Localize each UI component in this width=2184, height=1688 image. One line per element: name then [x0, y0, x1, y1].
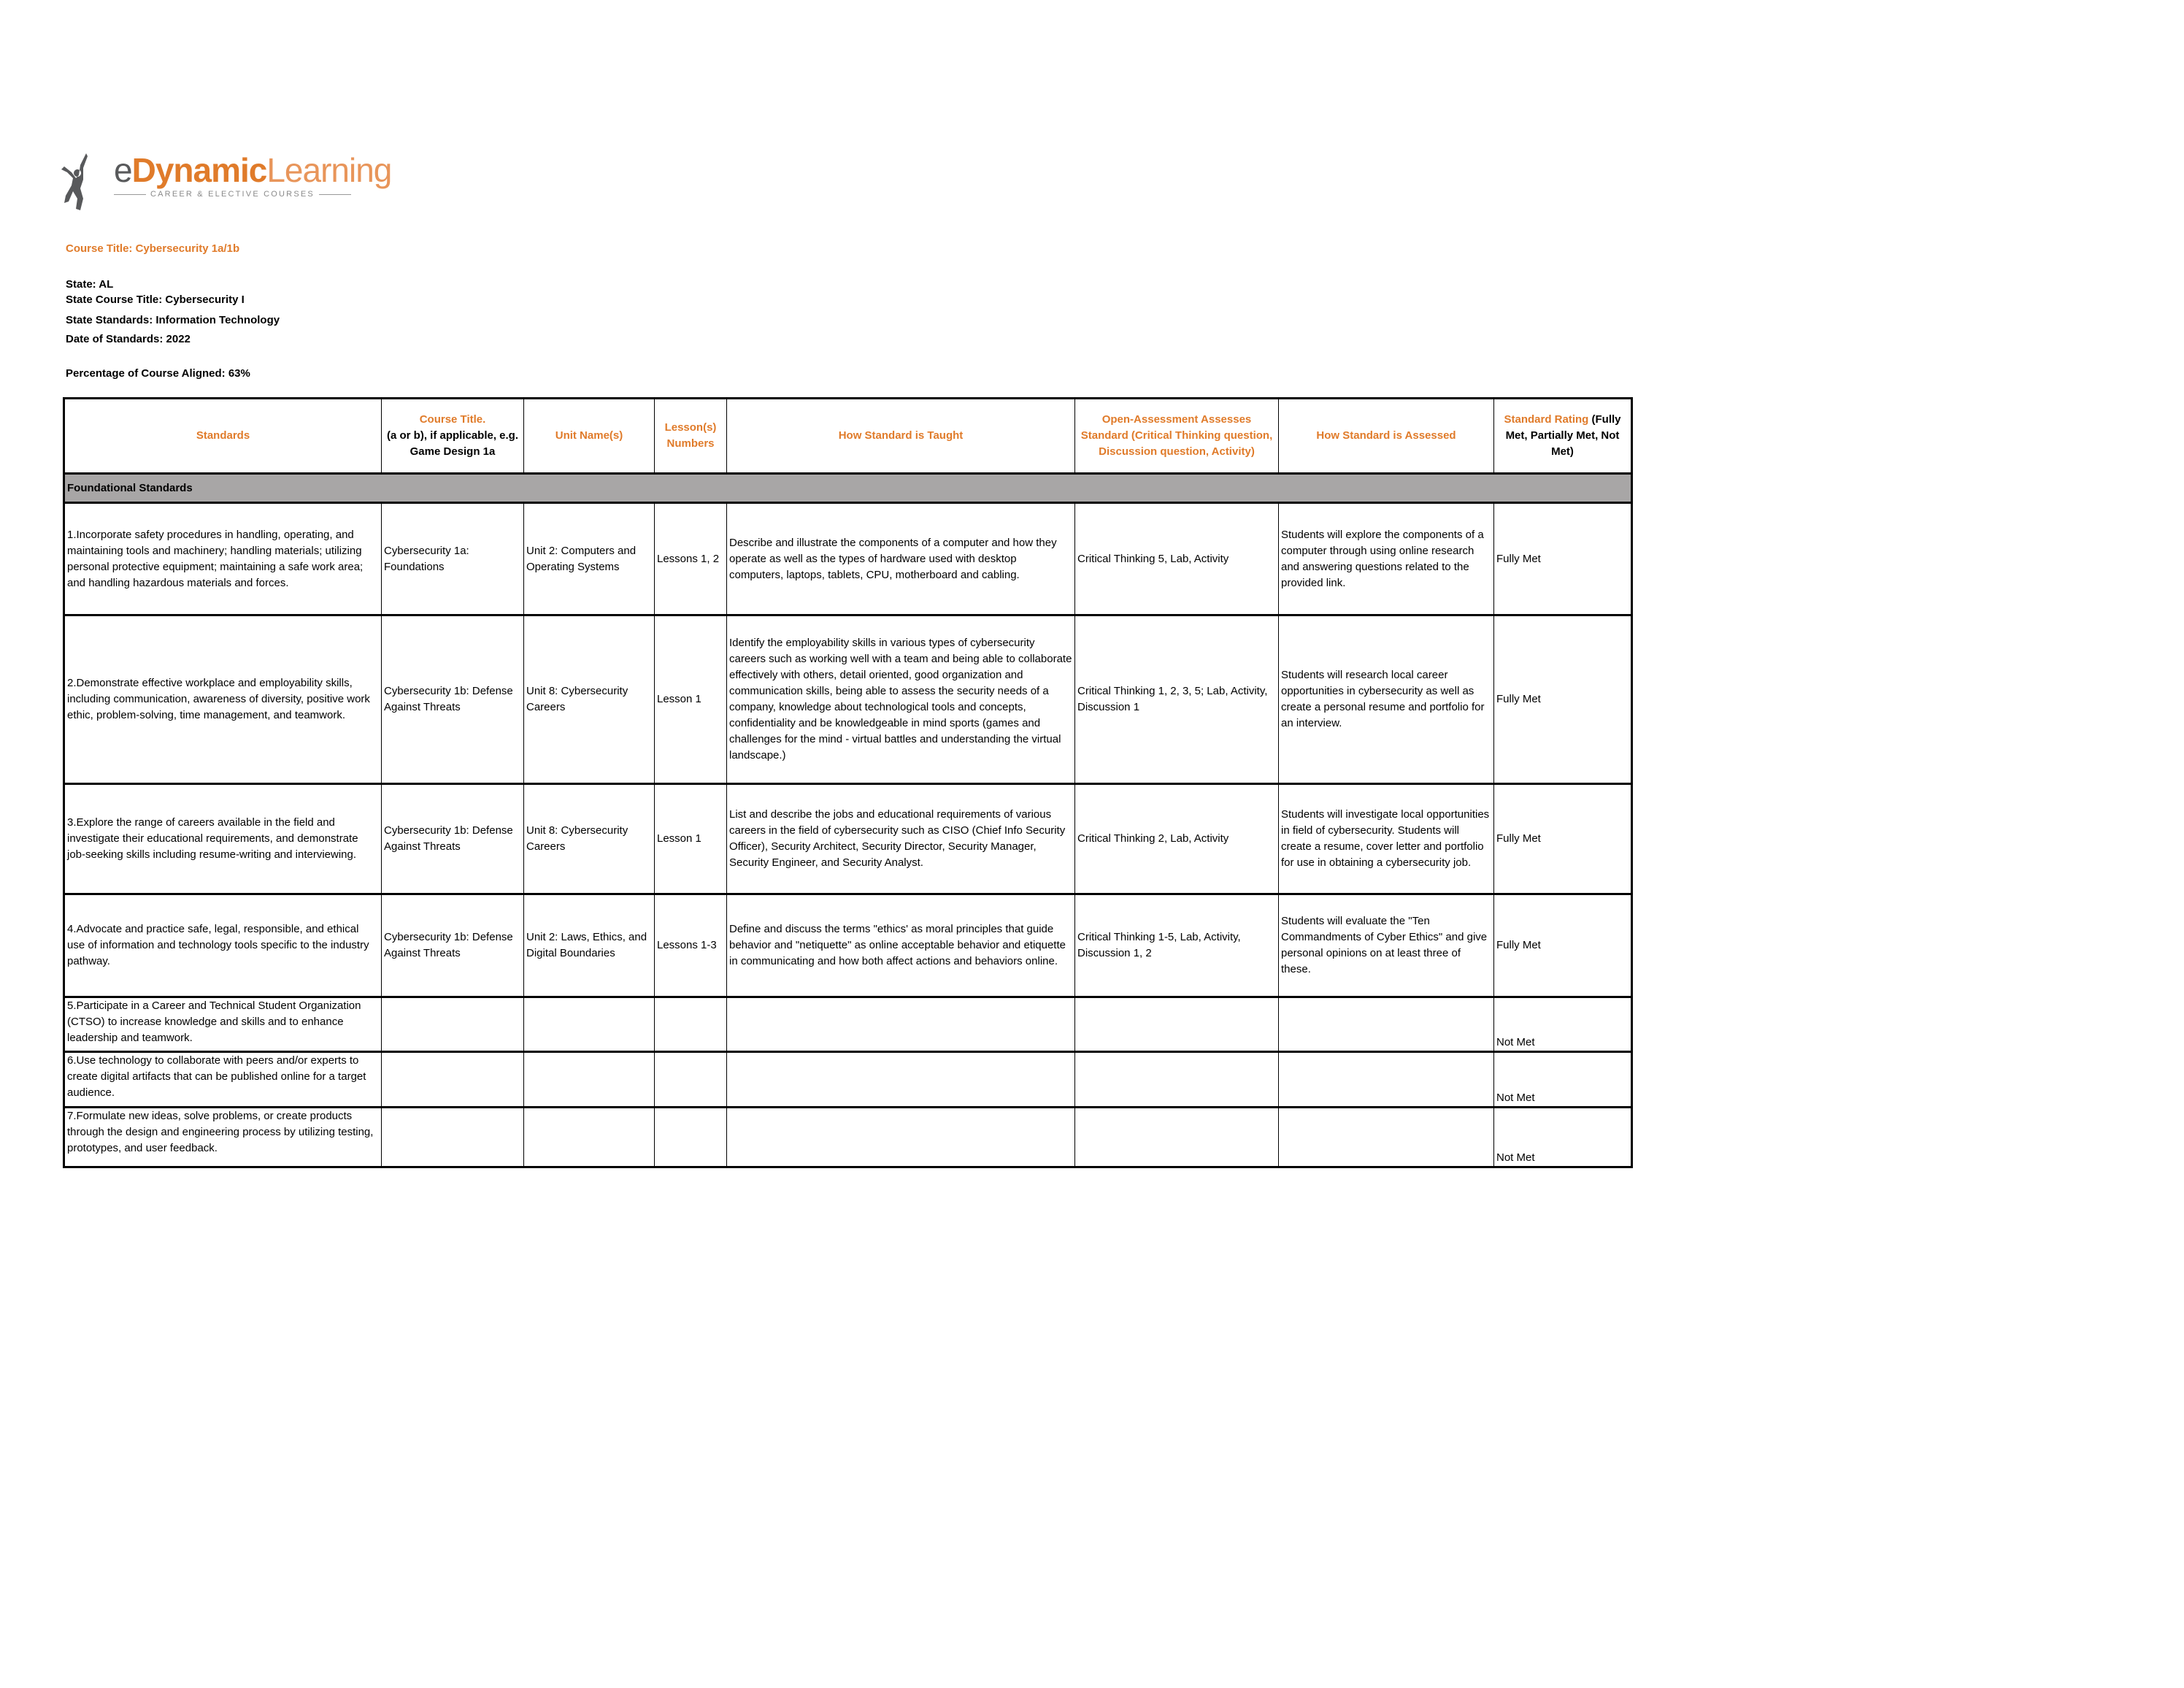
how-taught-cell: Identify the employability skills in various types of cybersecurity careers such as working well with a team and being able to collaborate effectively with others, detail oriented, good organization and communication skills, being able to assess the security needs of a company, knowledge about technological tools and concepts, confidentiality and be knowledgeable in mind sports (games and challenges for the mind - virtual battles and understanding the virtual landscape.): [727, 615, 1075, 784]
header-course-title: Course Title. (a or b), if applicable, e.g. Game Design 1a: [382, 399, 524, 474]
table-row: [64, 615, 1632, 784]
header-lesson-numbers: Lesson(s) Numbers: [655, 399, 727, 474]
open-assessment-cell: Critical Thinking 5, Lab, Activity: [1075, 503, 1279, 615]
standards-alignment-table: [63, 397, 1633, 1168]
jumping-person-icon: [58, 150, 109, 212]
how-taught-cell: [727, 1052, 1075, 1108]
unit-name-cell: Unit 8: Cybersecurity Careers: [524, 615, 655, 784]
unit-name-cell: [524, 1052, 655, 1108]
open-assessment-cell: Critical Thinking 1, 2, 3, 5; Lab, Activity, Discussion 1: [1075, 615, 1279, 784]
open-assessment-cell: Critical Thinking 2, Lab, Activity: [1075, 784, 1279, 894]
state: State: AL: [66, 278, 114, 291]
open-assessment-cell: [1075, 997, 1279, 1052]
unit-name-cell: [524, 1108, 655, 1167]
lesson-numbers-cell: Lesson 1: [655, 784, 727, 894]
table-row: [64, 894, 1632, 997]
how-assessed-cell: [1279, 1052, 1494, 1108]
standard-cell: 3.Explore the range of careers available in the field and investigate their educational requirements, and demonstrate job-seeking skills including resume-writing and interviewing.: [64, 784, 382, 894]
open-assessment-cell: [1075, 1052, 1279, 1108]
table-row: [64, 503, 1632, 615]
header-how-assessed: How Standard is Assessed: [1279, 399, 1494, 474]
how-taught-cell: List and describe the jobs and educational requirements of various careers in the field of cybersecurity such as CISO (Chief Info Security Officer), Security Architect, Security Director, Security Manager, Security Engineer, and Security Analyst.: [727, 784, 1075, 894]
course-title-cell: [382, 997, 524, 1052]
standard-cell: 6.Use technology to collaborate with peers and/or experts to create digital artifacts that can be published online for a target audience.: [64, 1052, 382, 1108]
date-of-standards: Date of Standards: 2022: [66, 333, 191, 345]
unit-name-cell: [524, 997, 655, 1052]
how-assessed-cell: Students will research local career opportunities in cybersecurity as well as create a personal resume and portfolio for an interview.: [1279, 615, 1494, 784]
how-assessed-cell: Students will evaluate the "Ten Commandments of Cyber Ethics" and give personal opinions on at least three of these.: [1279, 894, 1494, 997]
rating-cell: Fully Met: [1494, 894, 1632, 997]
header-open-assessment: Open-Assessment Assesses Standard (Critical Thinking question, Discussion question, Activity): [1075, 399, 1279, 474]
how-assessed-cell: [1279, 1108, 1494, 1167]
open-assessment-cell: Critical Thinking 1-5, Lab, Activity, Discussion 1, 2: [1075, 894, 1279, 997]
course-title-cell: Cybersecurity 1a: Foundations: [382, 503, 524, 615]
header-how-taught: How Standard is Taught: [727, 399, 1075, 474]
table-row: [64, 997, 1632, 1052]
course-title-cell: [382, 1108, 524, 1167]
section-foundational-standards: Foundational Standards: [64, 474, 1632, 503]
header-row: [64, 399, 1632, 474]
percentage-aligned: Percentage of Course Aligned: 63%: [66, 367, 250, 380]
unit-name-cell: Unit 8: Cybersecurity Careers: [524, 784, 655, 894]
lesson-numbers-cell: [655, 1052, 727, 1108]
how-taught-cell: [727, 1108, 1075, 1167]
table-row: [64, 784, 1632, 894]
how-assessed-cell: [1279, 997, 1494, 1052]
header-standard-rating: Standard Rating (Fully Met, Partially Met, Not Met): [1494, 399, 1632, 474]
rating-cell: Not Met: [1494, 997, 1632, 1052]
course-title: Course Title: Cybersecurity 1a/1b: [66, 242, 240, 255]
how-taught-cell: Describe and illustrate the components of a computer and how they operate as well as the types of hardware used with desktop computers, laptops, tablets, CPU, motherboard and cabling.: [727, 503, 1075, 615]
section-row: [64, 474, 1632, 503]
course-title-cell: Cybersecurity 1b: Defense Against Threats: [382, 894, 524, 997]
lesson-numbers-cell: Lesson 1: [655, 615, 727, 784]
table-row: [64, 1108, 1632, 1167]
standard-cell: 4.Advocate and practice safe, legal, responsible, and ethical use of information and technology tools specific to the industry pathway.: [64, 894, 382, 997]
how-assessed-cell: Students will investigate local opportunities in field of cybersecurity. Students will create a resume, cover letter and portfolio for use in obtaining a cybersecurity job.: [1279, 784, 1494, 894]
standard-cell: 2.Demonstrate effective workplace and employability skills, including communication, awareness of diversity, positive work ethic, problem-solving, time management, and teamwork.: [64, 615, 382, 784]
course-title-cell: Cybersecurity 1b: Defense Against Threats: [382, 615, 524, 784]
standard-cell: 7.Formulate new ideas, solve problems, or create products through the design and engineering process by utilizing testing, prototypes, and user feedback.: [64, 1108, 382, 1167]
how-assessed-cell: Students will explore the components of a computer through using online research and answering questions related to the provided link.: [1279, 503, 1494, 615]
standard-cell: 5.Participate in a Career and Technical Student Organization (CTSO) to increase knowledge and skills and to enhance leadership and teamwork.: [64, 997, 382, 1052]
lesson-numbers-cell: Lessons 1-3: [655, 894, 727, 997]
state-course-title: State Course Title: Cybersecurity I: [66, 294, 245, 306]
standard-cell: 1.Incorporate safety procedures in handling, operating, and maintaining tools and machinery; handling materials; utilizing personal protective equipment; maintaining a safe work area; and handling hazardous materials and forces.: [64, 503, 382, 615]
lesson-numbers-cell: Lessons 1, 2: [655, 503, 727, 615]
header-unit-names: Unit Name(s): [524, 399, 655, 474]
edynamic-learning-logo: eDynamicLearning CAREER & ELECTIVE COURSES: [58, 150, 314, 212]
state-standards: State Standards: Information Technology: [66, 314, 280, 326]
lesson-numbers-cell: [655, 997, 727, 1052]
how-taught-cell: [727, 997, 1075, 1052]
open-assessment-cell: [1075, 1108, 1279, 1167]
table-row: [64, 1052, 1632, 1108]
rating-cell: Fully Met: [1494, 784, 1632, 894]
rating-cell: Not Met: [1494, 1108, 1632, 1167]
course-title-cell: Cybersecurity 1b: Defense Against Threats: [382, 784, 524, 894]
rating-cell: Fully Met: [1494, 503, 1632, 615]
rating-cell: Not Met: [1494, 1052, 1632, 1108]
how-taught-cell: Define and discuss the terms "ethics' as moral principles that guide behavior and "netiquette" as online acceptable behavior and etiquette in communicating and how both affect actions and behaviors online.: [727, 894, 1075, 997]
header-standards: Standards: [64, 399, 382, 474]
course-title-cell: [382, 1052, 524, 1108]
unit-name-cell: Unit 2: Computers and Operating Systems: [524, 503, 655, 615]
rating-cell: Fully Met: [1494, 615, 1632, 784]
lesson-numbers-cell: [655, 1108, 727, 1167]
unit-name-cell: Unit 2: Laws, Ethics, and Digital Boundaries: [524, 894, 655, 997]
